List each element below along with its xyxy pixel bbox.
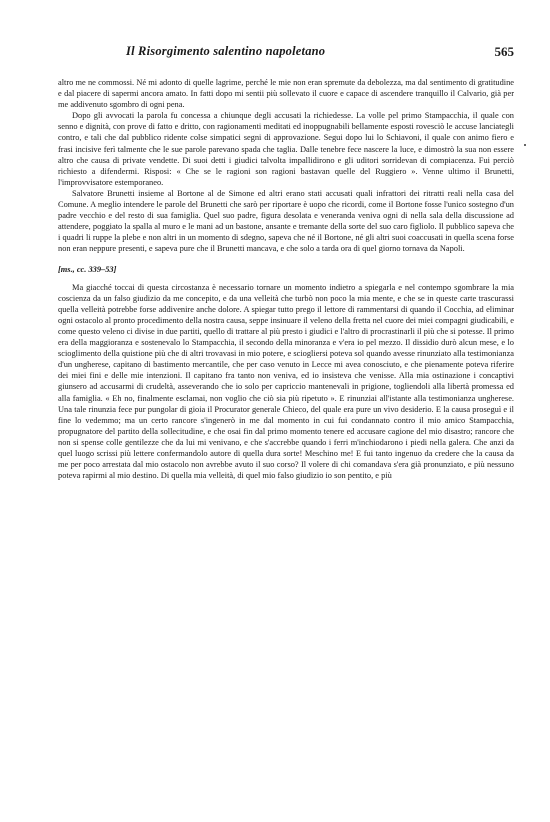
paragraph: Ma giacché toccai di questa circostanza è necessario tornare un momento indietro a spiegarla e nel contempo sgombrare la mia coscienza da un falso giudizio da me concepito, e da una velleità che turbò non poco la mia mente, e che se in queste carte trascurassi quella velleità potrebbe forse addivenire anche dolore. A spiegar tutto prego il lettore di rammentarsi di quando il Cocchia, ad eliminar ogni ostacolo al pronto procedimento della nostra causa, seppe insinuare il veleno della fretta nel cuore dei miei compagni giudicabili, e come questo veleno ci divise in due partiti, quello di trattare al più presto i giudici e l'altro di procrastinarli il più che si potesse. Il primo era della maggioranza e sostenevalo lo Stampacchia, il secondo della minoranza e v'era io pel mezzo. Il dissidio durò alcun mese, e lo scioglimento della quistione più che di altri trovavasi in mio potere, e sciogliersi poteva sol quando avesse rinunziato alla testimonianza d'un ungherese, capitano di bastimento mercantile, che per caso venuto in Lecce mi avea conosciuto, e che pienamente poteva riferire dei miei fini e delle mie intenzioni. Il capitano fra tanto non veniva, ed io insisteva che venisse. Alla mia ostinazione i concaptivi giunsero ad accusarmi di crudeltà, asseverando che io solo per capriccio mantenevali in prigione, togliendoli alla libertà promessa ed alla famiglia. « Eh no, finalmente esclamai, non voglio che ciò sia più ripetuto ». E rinunziai all'istante alla testimonianza ungherese. Una tale rinunzia fece pur pungolar di gioia il Procurator generale Chieco, del quale era pure un vivo desiderio. E la causa proseguì e il fine lo vedemmo; ma un certo rancore s'ingenerò in me dal momento in cui fui condannato contro il mio amico Stampacchia, propugnatore del partito della sollecitudine, e che osai fin dal primo momento tenere ed accusare cagione del mio disastro; rancore che non si spense colle gentilezze che da lui mi venivano, e che s'accrebbe quando i ferri m'inchiodarono i piedi nella galera. Che anzi da quel luogo scrissi più lettere confermandolo autore di quella dura sorte! Meschino me! E fui tanto ingenuo da credere che la causa da me per poco arrestata dal mio ostacolo non avrebbe avuto il suo corso? Il volere di chi comandava s'era già pronunziato, e più nessuno poteva rapirmi al mio destino. Di quella mia velleità, di quel mio falso giudizio io son pentito, e più (58, 282, 514, 481)
page-header (58, 44, 514, 60)
paragraph: Dopo gli avvocati la parola fu concessa a chiunque degli accusati la richiedesse. La volle pel primo Stampacchia, il quale con senno e dignità, con prove di fatto e dritto, con ragionamenti meditati ed inoppugnabili bellamente esposti rovesciò le accuse lanciategli contro, e tali che dal pubblico ridente colse simpatici segni di approvazione. Segui dopo lui lo Schiavoni, il quale con animo fiero e frasi incisive ferì talmente che le sue parole parevano spada che taglia. Dalle tenebre fece nascere la luce, e dimostrò la sua non essere altro che causa di private vendette. Di suoi detti i giudici talvolta impallidirono e gli uditori sorridevan di compiacenza. Fui perciò richiesto a difendermi. Risposi: « Che se le ragioni son ragioni bastavan quelle del Ruggiero ». Venne ultimo il Brunetti, l'improvvisatore estemporaneo. (58, 111, 514, 187)
running-title: Il Risorgimento salentino napoletano (126, 44, 326, 58)
document-body (58, 77, 514, 481)
document-page (58, 44, 514, 481)
page-number: 565 (494, 44, 514, 59)
paragraph: Salvatore Brunetti insieme al Bortone al de Simone ed altri erano stati accusati quali infrattori dei ritratti reali nella casa del Comune. A meglio intendere le parole del Brunetti che sarò per riportare è uopo che ricordi, come il Bortone fosse l'unico sostegno d'un padre vecchio e del resto di sua famiglia. Quel suo padre, figura desolata e veneranda veniva ogni di nella sala della discussione ad attendere, poggiato la spalla al muro e le mani ad un bastone, ansante e tremante della sorte del suo caro figliolo. Il pubblico sapeva che i quadri li ruppe la plebe e non altri in un momento di sdegno, sapeva che né il Bortone, né gli altri suoi coaccusati in quella scena forse non eran neppure presenti, e sapeva pure che il Brunetti mancava, e che solo a tarda ora di quel giorno tornava da Napoli. (58, 188, 514, 254)
paragraph: altro me ne commossi. Né mi adonto di quelle lagrime, perché le mie non eran spremute da debolezza, ma dal sentimento di gratitudine e dal piacere di sapermi ancora amato. In fatti dopo mi sentii più sollevato il cuore e capace di ascendere tranquillo il Calvario, già per me addivenuto sgombro di ogni pena. (58, 78, 514, 110)
manuscript-reference: [ms., cc. 339–53] (58, 264, 117, 274)
margin-mark (524, 144, 526, 146)
